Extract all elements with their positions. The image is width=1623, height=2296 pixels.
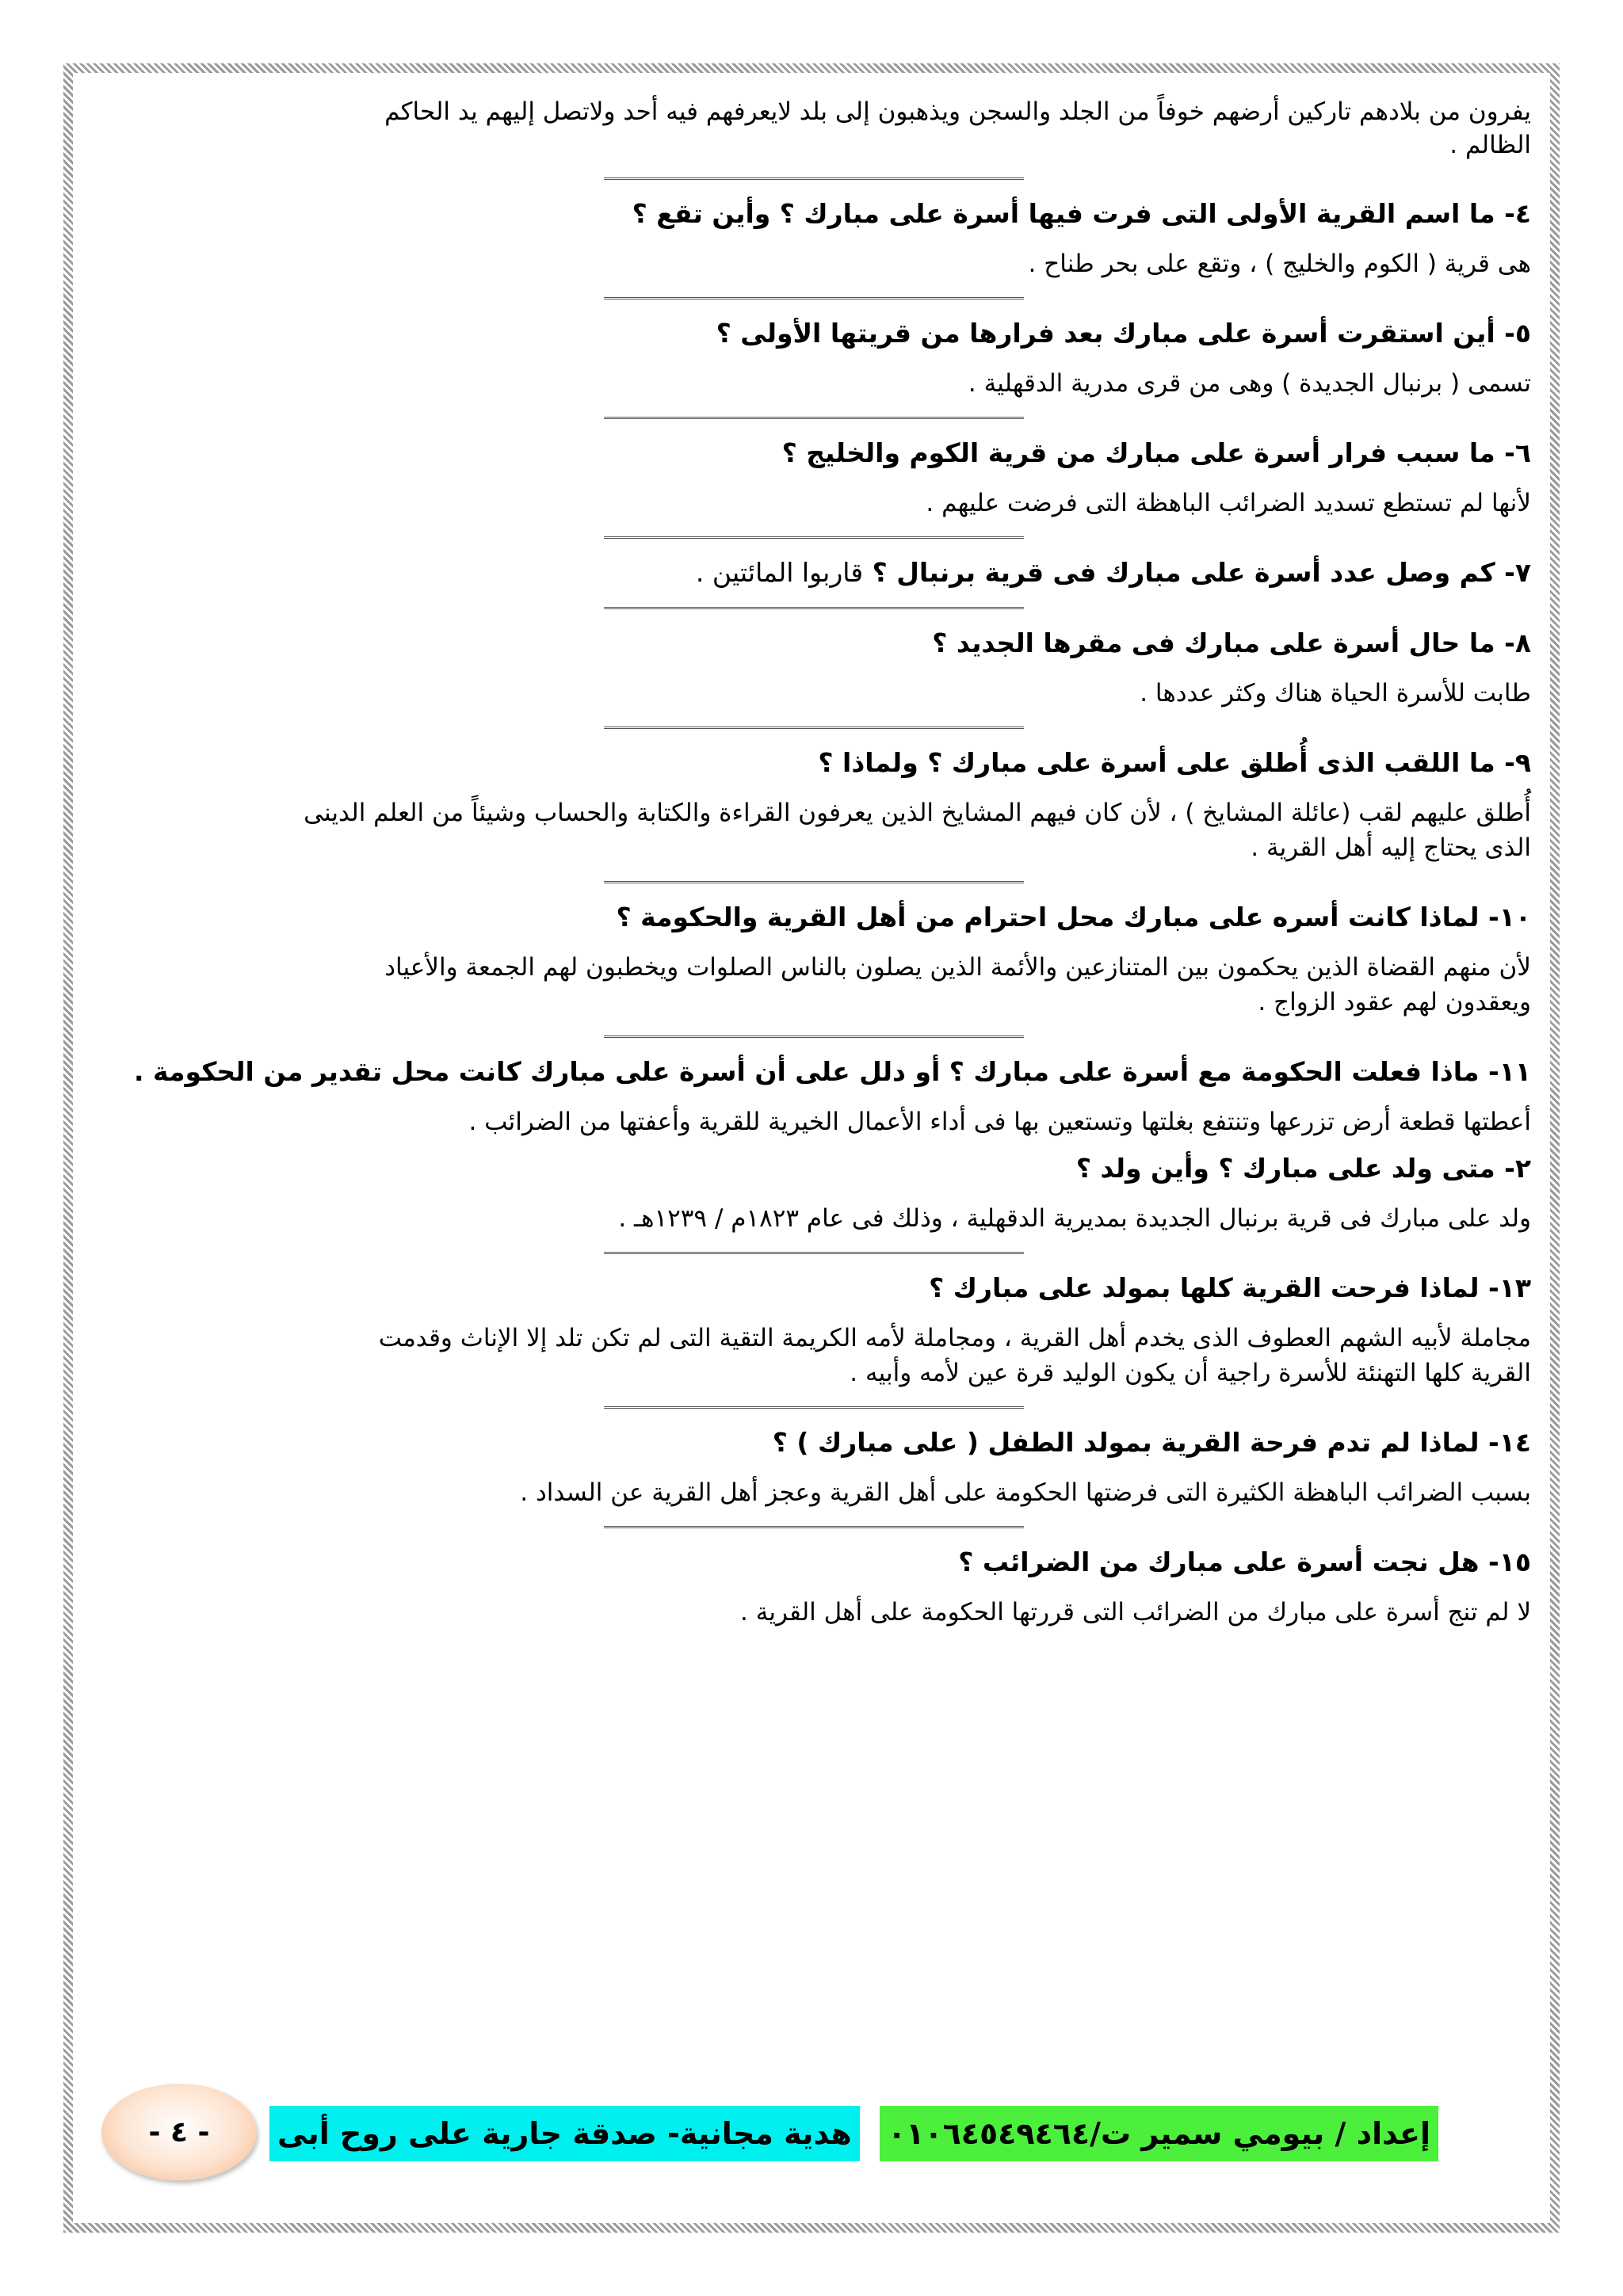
separator-line xyxy=(604,1526,1024,1528)
question xyxy=(92,899,1531,936)
separator-line xyxy=(604,1035,1024,1038)
qa-item xyxy=(92,555,1531,591)
separator-line xyxy=(604,297,1024,299)
question-text: ١٤- لماذا لم تدم فرحة القرية بمولد الطفل ( على مبارك ) ؟ xyxy=(772,1427,1531,1458)
separator-line xyxy=(604,1252,1024,1254)
dedication-label: هدية مجانية- صدقة جارية على روح أبى xyxy=(269,2106,860,2161)
answer-line: لأن منهم القضاة الذين يحكمون بين المتنازعين والأئمة الذين يصلون بالناس الصلوات ويخطبون لهم الجمعة والأعياد xyxy=(384,953,1531,982)
answer-line: ويعقدون لهم عقود الزواج . xyxy=(1258,988,1531,1016)
answer xyxy=(92,366,1531,401)
question xyxy=(92,196,1531,232)
separator-line xyxy=(604,727,1024,729)
question xyxy=(92,315,1531,352)
qa-item xyxy=(92,899,1531,1020)
separator-line xyxy=(604,536,1024,539)
qa-item xyxy=(92,1054,1531,1139)
qa-item xyxy=(92,1270,1531,1390)
answer-line: طابت للأسرة الحياة هناك وكثر عددها . xyxy=(1140,679,1531,707)
author-label: إعداد / بيومي سمير ت/٠١٠٦٤٥٤٩٤٦٤ xyxy=(880,2106,1438,2161)
answer-line: مجاملة لأبيه الشهم العطوف الذى يخدم أهل القرية ، ومجاملة لأمه الكريمة التقية التى لم تكن تلد إلا الإناث وقدمت xyxy=(378,1324,1531,1352)
qa-item xyxy=(92,1150,1531,1236)
question-text: ٦- ما سبب فرار أسرة على مبارك من قرية الكوم والخليج ؟ xyxy=(781,437,1531,468)
qa-item xyxy=(92,315,1531,401)
question xyxy=(92,1544,1531,1581)
question-text: ١٥- هل نجت أسرة على مبارك من الضرائب ؟ xyxy=(958,1547,1531,1577)
answer-line: القرية كلها التهنئة للأسرة راجية أن يكون الوليد قرة عين لأمه وأبيه . xyxy=(850,1359,1531,1387)
footer xyxy=(95,2084,1522,2179)
separator-line xyxy=(604,417,1024,419)
page-number-badge xyxy=(101,2084,257,2180)
qa-list xyxy=(92,177,1531,1630)
answer xyxy=(92,1104,1531,1139)
answer xyxy=(92,1475,1531,1510)
qa-item xyxy=(92,435,1531,521)
question-text: ١١- ماذا فعلت الحكومة مع أسرة على مبارك ؟ أو دلل على أن أسرة على مبارك كانت محل تقدير من الحكومة . xyxy=(134,1056,1531,1087)
question-text: ٨- ما حال أسرة على مبارك فى مقرها الجديد ؟ xyxy=(932,627,1531,658)
question xyxy=(92,625,1531,662)
qa-item xyxy=(92,1544,1531,1630)
answer-line: بسبب الضرائب الباهظة الكثيرة التى فرضتها الحكومة على أهل القرية وعجز أهل القرية عن السداد . xyxy=(520,1478,1531,1507)
answer-line: لا لم تنج أسرة على مبارك من الضرائب التى قررتها الحكومة على أهل القرية . xyxy=(739,1598,1531,1627)
document-body xyxy=(92,95,1531,1630)
question-text: ٩- ما اللقب الذى أُطلق على أسرة على مبارك ؟ ولماذا ؟ xyxy=(818,747,1531,778)
qa-item xyxy=(92,1425,1531,1510)
answer-line: لأنها لم تستطع تسديد الضرائب الباهظة التى فرضت عليهم . xyxy=(926,489,1531,517)
answer xyxy=(92,1321,1531,1390)
question-text: ٢- متى ولد على مبارك ؟ وأين ولد ؟ xyxy=(1075,1153,1531,1184)
question-text: ٥- أين استقرت أسرة على مبارك بعد فرارها من قريتها الأولى ؟ xyxy=(716,318,1531,349)
answer xyxy=(92,246,1531,281)
answer-line: أعطتها قطعة أرض تزرعها وتنتفع بغلتها وتستعين بها فى أداء الأعمال الخيرية للقرية وأعفتها من الضرائب . xyxy=(468,1108,1531,1136)
question xyxy=(92,1150,1531,1187)
page-number: - ٤ - xyxy=(148,2115,210,2149)
question-text: ١٠- لماذا كانت أسره على مبارك محل احترام من أهل القرية والحكومة ؟ xyxy=(616,902,1531,933)
answer-line: ولد على مبارك فى قرية برنبال الجديدة بمديرية الدقهلية ، وذلك فى عام ١٨٢٣م / ١٢٣٩هـ . xyxy=(618,1204,1531,1233)
answer-line: هى قرية ( الكوم والخليج ) ، وتقع على بحر طناح . xyxy=(1028,250,1531,278)
answer xyxy=(92,795,1531,865)
answer xyxy=(92,1595,1531,1630)
separator-line xyxy=(604,177,1024,180)
inline-answer: قاربوا المائتين . xyxy=(695,557,864,588)
question xyxy=(92,435,1531,471)
separator-line xyxy=(604,881,1024,883)
separator-line xyxy=(604,607,1024,609)
answer-line: أُطلق عليهم لقب (عائلة المشايخ ) ، لأن كان فيهم المشايخ الذين يعرفون القراءة والكتابة والحساب وشيئاً من العلم الدينى xyxy=(304,799,1531,827)
question xyxy=(92,555,1531,591)
question xyxy=(92,1054,1531,1090)
answer xyxy=(92,676,1531,711)
answer xyxy=(92,486,1531,521)
question xyxy=(92,1270,1531,1306)
separator-line xyxy=(604,1406,1024,1409)
question-text: ٤- ما اسم القرية الأولى التى فرت فيها أسرة على مبارك ؟ وأين تقع ؟ xyxy=(632,198,1531,229)
qa-item xyxy=(92,625,1531,711)
qa-item xyxy=(92,196,1531,281)
intro-line-1: يفرون من بلادهم تاركين أرضهم خوفاً من الجلد والسجن ويذهبون إلى بلد لايعرفهم فيه أحد ولاتصل إليهم يد الحاكم xyxy=(384,97,1531,126)
answer-line: تسمى ( برنبال الجديدة ) وهى من قرى مدرية الدقهلية . xyxy=(968,369,1531,398)
answer-line: الذى يحتاج إليه أهل القرية . xyxy=(1251,833,1531,862)
qa-item xyxy=(92,745,1531,865)
question-text: ١٣- لماذا فرحت القرية كلها بمولد على مبارك ؟ xyxy=(929,1272,1531,1303)
question xyxy=(92,1425,1531,1461)
question xyxy=(92,745,1531,781)
answer xyxy=(92,950,1531,1020)
intro-paragraph xyxy=(92,95,1531,162)
intro-line-2: الظالم . xyxy=(1449,131,1531,159)
answer xyxy=(92,1201,1531,1236)
question-text: ٧- كم وصل عدد أسرة على مبارك فى قرية برنبال ؟ xyxy=(872,557,1531,588)
